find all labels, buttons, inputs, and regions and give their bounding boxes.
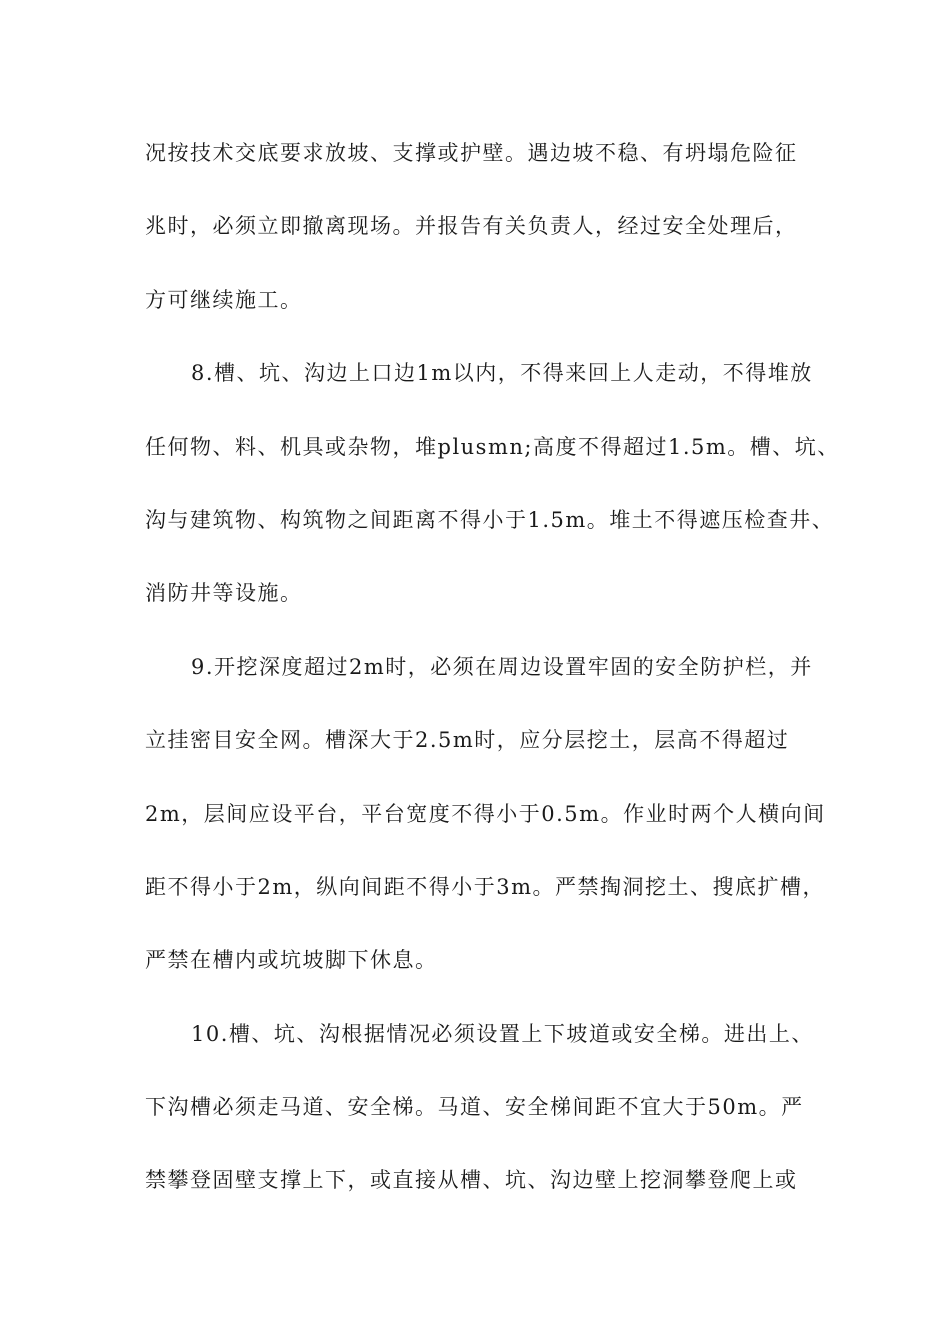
text-line: 消防井等设施。 (145, 581, 303, 606)
text-line: 况按技术交底要求放坡、支撑或护壁。遇边坡不稳、有坍塌危险征 (145, 141, 798, 165)
paragraph-first-line: 8.槽、坑、沟边上口边1m以内，不得来回上人走动，不得堆放 (191, 361, 813, 386)
text-line: 沟与建筑物、构筑物之间距离不得小于1.5m。堆土不得遮压检查井、 (145, 507, 835, 532)
paragraph-first-line: 10.槽、坑、沟根据情况必须设置上下坡道或安全梯。进出上、 (191, 1021, 814, 1046)
text-line: 任何物、料、机具或杂物，堆plusmn;高度不得超过1.5m。槽、坑、 (145, 434, 840, 459)
document-body (145, 131, 840, 1232)
text-line: 禁攀登固壁支撑上下，或直接从槽、坑、沟边壁上挖洞攀登爬上或 (145, 1168, 798, 1193)
text-line: 2m，层间应设平台，平台宽度不得小于0.5m。作业时两个人横向间 (145, 801, 826, 826)
text-line: 严禁在槽内或坑坡脚下休息。 (145, 948, 438, 973)
text-line: 距不得小于2m，纵向间距不得小于3m。严禁掏洞挖土、搜底扩槽， (145, 874, 826, 899)
text-line: 兆时，必须立即撤离现场。并报告有关负责人，经过安全处理后， (145, 214, 798, 239)
paragraph-first-line: 9.开挖深度超过2m时，必须在周边设置牢固的安全防护栏，并 (191, 654, 813, 679)
text-line: 立挂密目安全网。槽深大于2.5m时，应分层挖土，层高不得超过 (145, 728, 790, 753)
text-line: 下沟槽必须走马道、安全梯。马道、安全梯间距不宜大于50m。严 (145, 1095, 804, 1120)
text-line: 方可继续施工。 (145, 287, 303, 312)
